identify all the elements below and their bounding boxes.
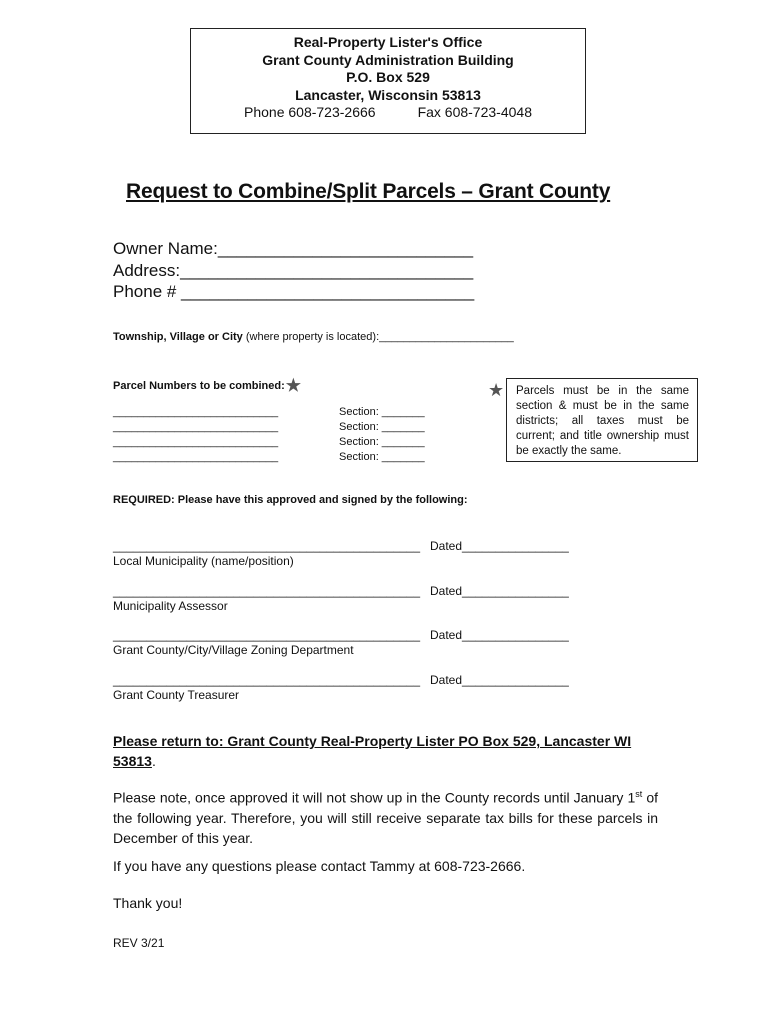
dated-field[interactable]: Dated________________ (430, 539, 569, 553)
fax-number: Fax 608-723-4048 (417, 104, 532, 120)
parcel-label-text: Parcel Numbers to be combined: (113, 380, 285, 392)
signature-row[interactable] (113, 539, 569, 553)
signer-label: Municipality Assessor (113, 599, 228, 613)
signature-line[interactable]: ______________________________________________ (113, 673, 420, 687)
signature-row[interactable] (113, 673, 569, 687)
office-header-box (190, 28, 586, 134)
form-title: Request to Combine/Split Parcels – Grant County (126, 180, 611, 203)
signature-line[interactable]: ______________________________________________ (113, 584, 420, 598)
phone-number: Phone 608-723-2666 (244, 104, 376, 120)
note-superscript: st (635, 789, 643, 799)
requirements-note: Parcels must be in the same section & must be in the same districts; all taxes must be current; and title ownership must be exactly the same. (506, 378, 698, 462)
signer-label: Local Municipality (name/position) (113, 554, 294, 568)
township-field[interactable] (113, 331, 514, 343)
return-address (113, 731, 658, 771)
owner-info (113, 238, 474, 303)
note-text-2: of the following year. Therefore, you will still receive separate tax bills for these parcels in December of this year. (113, 789, 658, 846)
processing-note (113, 784, 658, 848)
owner-name-field[interactable]: Owner Name:___________________________ (113, 239, 474, 258)
po-box: P.O. Box 529 (346, 69, 430, 85)
return-period: . (151, 753, 156, 769)
parcel-line[interactable]: ___________________________ (113, 406, 279, 418)
signer-label: Grant County Treasurer (113, 688, 240, 702)
parcel-line[interactable]: ___________________________ (113, 421, 279, 433)
required-heading: REQUIRED: Please have this approved and signed by the following: (113, 494, 468, 506)
contact-row (191, 104, 585, 122)
signature-row[interactable] (113, 628, 569, 642)
signer-label: Grant County/City/Village Zoning Department (113, 643, 354, 657)
address-field[interactable]: Address:_______________________________ (113, 260, 474, 280)
section-field[interactable]: Section: _______ (339, 406, 425, 418)
parcel-numbers-label (113, 376, 301, 396)
phone-field[interactable]: Phone # _______________________________ (113, 282, 475, 301)
township-hint: (where property is located):______________________ (245, 331, 514, 343)
section-lines (339, 405, 425, 465)
signature-row[interactable] (113, 584, 569, 598)
dated-field[interactable]: Dated________________ (430, 584, 569, 598)
thank-you: Thank you! (113, 895, 183, 911)
contact-note: If you have any questions please contact Tammy at 608-723-2666. (113, 858, 526, 874)
return-text: Please return to: Grant County Real-Property Lister PO Box 529, Lancaster WI 53813 (113, 733, 632, 769)
dated-field[interactable]: Dated________________ (430, 673, 569, 687)
revision-label: REV 3/21 (113, 936, 165, 950)
office-name: Real-Property Lister's Office (293, 34, 483, 50)
city-state-zip: Lancaster, Wisconsin 53813 (295, 86, 481, 103)
dated-field[interactable]: Dated________________ (430, 628, 569, 642)
section-field[interactable]: Section: _______ (339, 421, 425, 433)
signature-line[interactable]: ______________________________________________ (113, 628, 420, 642)
section-field[interactable]: Section: _______ (339, 451, 425, 463)
building-name: Grant County Administration Building (262, 51, 514, 68)
signature-line[interactable]: ______________________________________________ (113, 539, 420, 553)
star-icon: ★ (488, 380, 505, 400)
section-field[interactable]: Section: _______ (339, 436, 425, 448)
parcel-number-lines (113, 405, 278, 465)
note-text-1: Please note, once approved it will not show up in the County records until January 1 (113, 789, 636, 806)
township-label: Township, Village or City (113, 331, 243, 343)
star-icon: ★ (285, 376, 302, 395)
parcel-line[interactable]: ___________________________ (113, 451, 279, 463)
parcel-line[interactable]: ___________________________ (113, 436, 279, 448)
